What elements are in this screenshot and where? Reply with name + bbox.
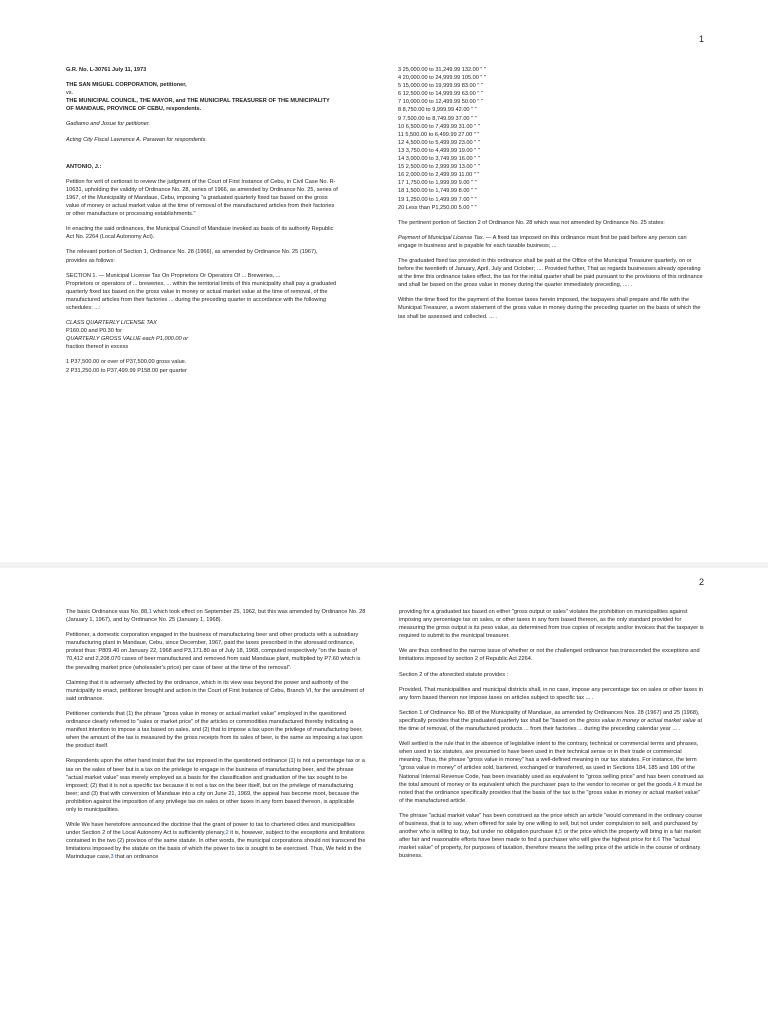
document-page-2	[0, 568, 768, 1024]
versus: vs.	[66, 90, 74, 97]
paragraph: The graduated fixed tax provided in this ordinance shall be paid at the Office of the Municipal Treasurer quarterly, on or before the twentieth of January, April, July and October; .... Provided further, That as regards businesses already operating at the time this ordinance takes effect, the tax for the initial quarter shall be paid pursuant to the provisions of this ordinance and shall be based on the gross value in money during the quarter immediately preceding, .... .	[398, 257, 703, 289]
schedule-row: 13 3,750.00 to 4,499.99 19.00 " "	[398, 147, 480, 154]
paragraph: The relevant portion of Section 1, Ordinance No. 28 (1966), as amended by Ordinance No. 25 (1967), provides as follows:	[66, 249, 318, 264]
paragraph: Petitioner contends that (1) the phrase "gross value in money or actual market value" employed in the questioned ordinance clearly referred to "sales or market price" of the articles or commodities manufactured thereby indicating a manifest intention to impose a tax based on sales, and (2) that to impose a tax upon the privilege of manufacturing beer, when the amount of the tax is measured by the gross receipts from its sales of beer, is the same as imposing a tax upon the product itself.	[66, 710, 363, 750]
paragraph: providing for a graduated tax based on either "gross output or sales" violates the prohibition on municipalities against imposing any percentage tax on sales, or other taxes in any form based thereon, as the only standard provided for measuring the gross output is its peso value, as determined from true copies of receipts and/or invoices that the taxpayer is required to submit to the municipal treasurer.	[399, 609, 704, 640]
schedule-row: 3 25,000.00 to 31,249.99 132.00 " "	[398, 67, 486, 73]
schedule-row: 4 20,000.00 to 24,999.99 105.00 " "	[398, 75, 486, 82]
schedule-row: 19 1,250.00 to 1,499.99 7.00 " "	[398, 196, 477, 203]
footnote-link[interactable]: 5	[559, 829, 563, 836]
schedule-row: 2 P31,250.00 to P37,499.99 P158.00 per quarter	[66, 367, 187, 374]
schedule-row: 9 7,500.00 to 8,749.99 37.00 " "	[398, 115, 477, 122]
page1-left-column	[66, 66, 338, 375]
footnote-link[interactable]: 3	[110, 854, 114, 861]
schedule-row: 18 1,500.00 to 1,749.99 8.00 " "	[398, 188, 477, 195]
schedule-row: 11 5,500.00 to 6,499.99 27.00 " "	[398, 131, 480, 138]
paragraph: Respondents upon the other hand insist that the tax imposed in the questioned ordinance (1) is not a percentage tax or a tax on the sales of beer but is a tax on the privilege to engage in the business of manufacturing beer, and the phrase "actual market value" was merely employed as a basis for the classification and graduation of the tax sought to be imposed; (2) that it is not a specific tax because it is not a tax on the beer itself, but on the privilege of manufacturing beer; and (3) that with conversion of Mandaue into a city on June 21, 1969, the appeal has become moot, because the prohibition against the imposition of any privilege tax on sales or other taxes in any form based thereon, is applicable only to municipalities.	[66, 758, 365, 813]
paragraph: The basic Ordinance was No. 88,1 which took effect on September 25, 1962, but this was amended by Ordinance No. 28 (January 1, 1967), and by Ordinance No. 25 (January 1, 1968).	[66, 609, 366, 624]
paragraph: Petition for writ of certiorari to review the judgment of the Court of First Instance of Cebu, in Civil Case No. R-10631, upholding the validity of Ordinance No. 28, series of 1966, as amended by Ordinance No. 25, series of 1967, of the Municipality of Mandaue, Cebu, imposing "a graduated quarterly fixed tax based on the gross value of money or actual market value at the time of removal of the manufactured articles from their factories or other manufacture or processing establishments."	[66, 178, 338, 218]
page2-right-column	[399, 608, 705, 867]
schedule-row: 14 3,000.00 to 3,749.99 16.00 " "	[398, 156, 480, 163]
paragraph: Section 1 of Ordinance No. 88 of the Municipality of Mandaue, as amended by Ordinances Nos. 28 (1967) and 25 (1968), specifically provides that the graduated quarterly tax shall be "based on the gross value in money or actual market value at the time of removal, of the manufactured products ... from their factories ... during the preceding calendar year ... .	[399, 709, 703, 733]
schedule-row: 8 8,750.00 to 9,999.99 42.00 " "	[398, 107, 477, 114]
section-text: Proprietors or operators of ... breweries, ... within the territorial limits of this municipality shall pay a graduated quarterly fixed tax based on the gross value in money or actual market value at the time of removal, of the manufactured articles from their factories ... during the preceding quarter in accordance with the following schedules: ...:	[66, 280, 337, 311]
footnote-link[interactable]: 6	[657, 837, 661, 844]
schedule-row: 10 6,500.00 to 7,499.99 31.00 " "	[398, 123, 480, 130]
petitioner: THE SAN MIGUEL CORPORATION, petitioner,	[66, 82, 187, 89]
footnote-link[interactable]: 2	[225, 830, 229, 837]
page-number: 2	[698, 577, 704, 587]
paragraph: Well settled is the rule that in the absence of legislative intent to the contrary, technical or commercial terms and phrases, when used in tax statutes, are presumed to have been used in their technical sense or in their trade or commercial meaning. Thus, the phrase "gross value in money" has a well-defined meaning in our tax statutes. For instance, the term "gross value in money" of articles sold, bartered, exchanged or transferred, as used in Sections 184, 185 and 186 of the National Internal Revenue Code, has been invariably used as equivalent to "gross selling price" and has been construed as the total amount of money or its equivalent which the purchaser pays to the vendor to receive or get the goods.4 It must be noted that the ordinance specifically provides that the basis of the tax is the "gross value in money or actual market value" of the manufactured article.	[399, 741, 704, 804]
paragraph: We are thus confined to the narrow issue of whether or not the challenged ordinance has transcended the exceptions and limitations imposed by section 2 of Republic Act 2264.	[399, 648, 700, 663]
schedule-row: 1 P37,500.00 or over of P37,500.00 gross value.	[66, 359, 187, 366]
paragraph: Section 2 of the aforecited statute provides :	[399, 671, 509, 678]
respondents: THE MUNICIPAL COUNCIL, THE MAYOR, and THE MUNICIPAL TREASURER OF THE MUNICIPALITY OF MANDAUE, PROVINCE OF CEBU, respondents.	[66, 98, 330, 113]
paragraph: Within the time fixed for the payment of the license taxes herein imposed, the taxpayers shall prepare and file with the Municipal Treasurer, a sworn statement of the gross value in money during the preceding quarter on the basis of which the tax shall be assessed and collected. ... .	[398, 297, 701, 320]
page2-left-column	[66, 608, 366, 869]
schedule-basis: QUARTERLY GROSS VALUE each P1,000.00 or	[66, 336, 189, 343]
schedule-table	[398, 66, 704, 212]
schedule-row: 12 4,500.00 to 5,499.99 23.00 " "	[398, 139, 480, 146]
emphasis: gross value in money or actual market value	[586, 717, 696, 724]
paragraph: The pertinent portion of Section 2 of Ordinance No. 28 which was not amended by Ordinance No. 25 states:	[398, 219, 665, 226]
schedule-title: CLASS QUARTERLY LICENSE TAX	[66, 320, 157, 327]
emphasis: Payment of Municipal License Tax.	[398, 234, 485, 241]
footnote-link[interactable]: 4	[672, 781, 677, 788]
schedule-row: 20 Less than P1,250.00 5.00 " "	[398, 204, 477, 211]
schedule-row: 6 12,500.00 to 14,999.99 63.00 " "	[398, 91, 483, 98]
schedule-row: 7 10,000.00 to 12,499.99 50.00 " "	[398, 99, 483, 106]
schedule-row: 16 2,000.00 to 2,499.99 11.00 " "	[398, 172, 480, 179]
schedule-fraction: fraction thereof in excess	[66, 344, 129, 351]
footnote-link[interactable]: 1	[148, 609, 152, 615]
paragraph: Provided, That municipalities and municipal districts shall, in no case, impose any percentage tax on sales or other taxes in any form based thereon nor impose taxes on articles subject to specific tax ... .	[399, 686, 703, 701]
ponente: ANTONIO, J.:	[66, 163, 102, 170]
page-number: 1	[698, 34, 704, 44]
paragraph: In enacting the said ordinances, the Municipal Council of Mandaue invoked as basis of its authority Republic Act No. 2264 (Local Autonomy Act).	[66, 226, 334, 241]
counsel-respondents: Acting City Fiscal Lawrence A. Parawan for respondents.	[66, 136, 207, 143]
paragraph: Payment of Municipal License Tax. — A fixed tax imposed on this ordinance must first be paid before any person can engage in business and is payable for each taxable business; ...	[398, 234, 687, 249]
case-number: G.R. No. L-30761 July 11, 1973	[66, 67, 147, 73]
schedule-row: 15 2,500.00 to 2,999.99 13.00 " "	[398, 164, 480, 171]
schedule-row: 5 15,000.00 to 19,999.99 83.00 " "	[398, 83, 483, 90]
schedule-row: 17 1,750.00 to 1,999.99 9.00 " "	[398, 180, 477, 187]
page1-right-column	[398, 66, 704, 328]
counsel-petitioner: Gadiamo and Josue for petitioner.	[66, 121, 151, 128]
paragraph: The phrase "actual market value" has been construed as the price which an article "would command in the ordinary course of business, that is to say, when offered for sale by one willing to sell, but not under compulsion to sell, and purchased by another who is willing to buy, but under no obligation purchase it,5 or the price which the property will bring in a fair market after fair and reasonable efforts have been made to find a purchaser who will give the highest price for it.6 The "actual market value" of property, for purposes of taxation, therefore means the selling price of the article in the course of ordinary business.	[399, 812, 703, 860]
paragraph: While We have heretofore announced the doctrine that the grant of power to tax to chartered cities and municipalities under Section 2 of the Local Autonomy Act is sufficiently plenary,2 it is, however, subject to the exceptions and limitations contained in the two (2) provisos of the same statute. In other words, the municipal corporations should not transcend the limitations imposed by the statute on the basis of which the power to tax is sought to be exercised. Thus, We held in the Marinduque case,3 that an ordinance	[66, 822, 366, 861]
schedule-rates: P160.00 and P0.30 for	[66, 328, 122, 335]
section-heading: SECTION 1. — Municipal License Tax On Proprietors Or Operators Of ... Breweries, ...	[66, 272, 281, 279]
paragraph: Claiming that it is adversely affected by the ordinance, which in its view was beyond the power and authority of the municipality to enact, petitioner brought and action in the Court of First Instance of Cebu, Branch VI, for the annulment of said ordinance.	[66, 679, 365, 702]
paragraph: Petitioner, a domestic corporation engaged in the business of manufacturing beer and other products with a subsidiary manufacturing plant in Mandaue, Cebu, since December, 1967, paid the taxes prescribed in the aforesaid ordinance, protest thus: P809.40 on January 22, 1968 and P3,171.80 as of July 18, 1968, computed respectively "on the basis of 70,412 and 2,208.070 cases of beer manufactured and removed from said Mandaue plant, multiplied by P7.60 which is the prevailing market price (wholesaler's price) per case of beer at the time of the removal".	[66, 632, 361, 671]
